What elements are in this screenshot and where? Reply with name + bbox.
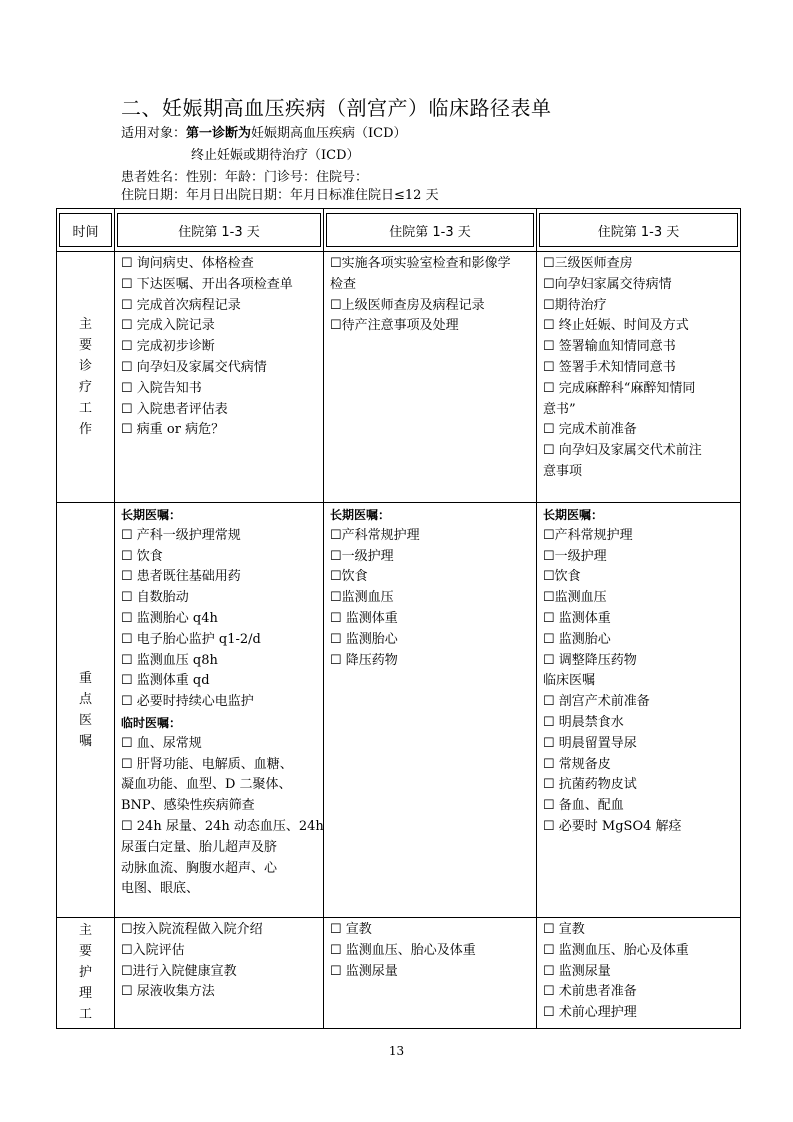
main-diagnosis-row — [57, 252, 741, 503]
nursing-col-2 — [324, 918, 536, 986]
patient-info-line: 患者姓名：性别：年龄：门诊号：住院号： — [121, 170, 369, 185]
checklist-item: 检查 — [330, 276, 357, 292]
checklist-item: ☐ 病重 or 病危？ — [121, 422, 225, 438]
checklist-item: ☐按入院流程做入院介绍 — [121, 922, 263, 937]
checklist-item: 尿蛋白定量、胎儿超声及脐 — [121, 839, 278, 855]
checklist-item: ☐ 完成初步诊断 — [121, 339, 215, 355]
checklist-item: 意事项 — [543, 463, 583, 479]
checklist-item: ☐ 监测体重 — [330, 610, 398, 626]
checklist-item: ☐ 监测体重 qd — [121, 673, 210, 689]
nursing-col-3 — [537, 918, 740, 1028]
row-label-char: 主 — [78, 923, 92, 938]
checklist-item: ☐ 明晨留置导尿 — [543, 735, 637, 751]
row-label-char: 要 — [78, 944, 92, 959]
key-orders-row — [57, 503, 741, 918]
section-heading: 长期医嘱： — [121, 508, 182, 522]
checklist-item: ☐待产注意事项及处理 — [330, 318, 459, 334]
section-heading: 长期医嘱： — [330, 508, 391, 522]
checklist-item: ☐ 明晨禁食水 — [543, 714, 624, 730]
checklist-item: ☐ 患者既往基础用药 — [121, 569, 241, 585]
orders-col-3 — [537, 503, 740, 842]
checklist-item: ☐实施各项实验室检查和影像学 — [330, 256, 511, 271]
checklist-item: ☐饮食 — [543, 569, 581, 585]
checklist-item: ☐ 宣教 — [330, 922, 372, 937]
checklist-item: ☐ 监测胎心 — [330, 631, 398, 647]
row-label-char: 主 — [78, 317, 92, 332]
checklist-item: ☐ 自数胎动 — [121, 590, 189, 606]
checklist-item: BNP、感染性疾病筛查 — [121, 798, 255, 814]
checklist-item: ☐ 询问病史、体格检查 — [121, 256, 254, 271]
checklist-item: ☐ 24h 尿量、24h 动态血压、24h — [121, 818, 324, 834]
section-heading: 临时医嘱： — [121, 715, 182, 730]
checklist-item: ☐ 完成麻醉科“麻醉知情同 — [543, 380, 696, 396]
checklist-item: ☐产科常规护理 — [543, 527, 633, 543]
page-title: 二、妊娠期高血压疾病（剖宫产）临床路径表单 — [121, 96, 552, 120]
row-label-char: 工 — [78, 1007, 92, 1022]
orders-col-1 — [115, 503, 323, 904]
applicable-line-2: 终止妊娠或期待治疗（ICD） — [191, 148, 360, 163]
checklist-item: ☐ 抗菌药物皮试 — [543, 777, 637, 793]
checklist-item: ☐监测血压 — [543, 590, 607, 606]
checklist-item: ☐ 签署输血知情同意书 — [543, 339, 676, 355]
applicable-diagnosis: 妊娠期高血压疾病（ICD） — [251, 126, 407, 141]
row-label-char: 医 — [78, 713, 92, 728]
checklist-item: ☐ 电子胎心监护 q1-2/d — [121, 631, 261, 647]
checklist-item: ☐向孕妇家属交待病情 — [543, 276, 672, 292]
day-header-2: 住院第 1-3 天 — [326, 213, 534, 247]
row-label-char: 点 — [78, 692, 92, 707]
applicable-line — [121, 124, 407, 144]
applicable-label: 适用对象： — [121, 126, 187, 141]
checklist-item: ☐三级医师查房 — [543, 256, 633, 271]
row-label-char: 嘱 — [78, 734, 92, 749]
checklist-item: ☐ 下达医嘱、开出各项检查单 — [121, 276, 293, 292]
clinical-pathway-table — [56, 208, 741, 1029]
checklist-item: ☐ 监测胎心 — [543, 631, 611, 647]
diag-col-2 — [324, 252, 536, 341]
row-label-nursing — [57, 918, 115, 1029]
checklist-item: ☐ 监测尿量 — [330, 963, 398, 979]
time-header: 时间 — [59, 213, 112, 247]
checklist-item: ☐ 备血、配血 — [543, 798, 624, 814]
checklist-item: ☐ 常规备皮 — [543, 756, 611, 772]
page-number: 13 — [388, 1044, 405, 1058]
checklist-item: ☐ 剖宫产术前准备 — [543, 694, 650, 710]
nursing-col-1 — [115, 918, 323, 1007]
checklist-item: ☐ 终止妊娠、时间及方式 — [543, 318, 689, 334]
checklist-item: ☐ 入院告知书 — [121, 380, 202, 396]
checklist-item: ☐进行入院健康宣教 — [121, 963, 237, 979]
checklist-item: ☐ 必要时 MgSO4 解痉 — [543, 818, 682, 834]
checklist-item: ☐入院评估 — [121, 942, 185, 958]
diag-col-1 — [115, 252, 323, 445]
row-label-char: 作 — [78, 422, 92, 437]
section-heading: 临床医嘱 — [543, 673, 596, 689]
checklist-item: ☐ 完成入院记录 — [121, 318, 215, 334]
row-label-key-orders — [57, 503, 115, 918]
row-label-char: 理 — [78, 986, 92, 1001]
checklist-item: ☐ 调整降压药物 — [543, 652, 637, 668]
checklist-item: ☐饮食 — [330, 569, 368, 585]
checklist-item: ☐ 尿液收集方法 — [121, 984, 215, 1000]
checklist-item: ☐ 完成首次病程记录 — [121, 297, 241, 313]
diag-col-3 — [537, 252, 740, 487]
checklist-item: ☐ 饮食 — [121, 548, 163, 564]
row-label-char: 要 — [78, 338, 92, 353]
checklist-item: ☐ 降压药物 — [330, 652, 398, 668]
section-heading: 长期医嘱： — [543, 508, 604, 522]
checklist-item: ☐一级护理 — [330, 548, 394, 564]
checklist-item: ☐ 术前心理护理 — [543, 1005, 637, 1021]
checklist-item: ☐ 产科一级护理常规 — [121, 527, 241, 543]
row-label-char: 疗 — [78, 380, 92, 395]
checklist-item: ☐监测血压 — [330, 590, 394, 606]
day-header-3: 住院第 1-3 天 — [539, 213, 738, 247]
checklist-item: ☐ 完成术前准备 — [543, 422, 637, 438]
checklist-item: ☐上级医师查房及病程记录 — [330, 297, 485, 313]
checklist-item: ☐ 向孕妇及家属交代术前注 — [543, 443, 702, 459]
row-label-char: 工 — [78, 401, 92, 416]
row-label-char: 护 — [78, 965, 92, 980]
checklist-item: ☐ 监测尿量 — [543, 963, 611, 979]
checklist-item: ☐ 血、尿常规 — [121, 735, 202, 751]
row-label-main-work — [57, 252, 115, 503]
checklist-item: ☐产科常规护理 — [330, 527, 420, 543]
checklist-item: ☐ 肝肾功能、电解质、血糖、 — [121, 756, 293, 772]
checklist-item: ☐ 监测体重 — [543, 610, 611, 626]
checklist-item: 动脉血流、胸腹水超声、心 — [121, 860, 278, 876]
row-label-char: 重 — [78, 671, 92, 686]
checklist-item: ☐ 监测血压、胎心及体重 — [330, 942, 476, 958]
checklist-item: ☐ 必要时持续心电监护 — [121, 694, 254, 710]
orders-col-2 — [324, 503, 536, 675]
checklist-item: ☐ 术前患者准备 — [543, 984, 637, 1000]
checklist-item: 电图、眼底、 — [121, 881, 200, 897]
checklist-item: ☐一级护理 — [543, 548, 607, 564]
date-info-line: 住院日期：年月日出院日期：年月日标准住院日≤12 天 — [121, 188, 439, 203]
checklist-item: ☐ 监测血压 q8h — [121, 652, 218, 668]
checklist-item: ☐ 入院患者评估表 — [121, 401, 228, 417]
row-label-char: 诊 — [78, 359, 92, 374]
nursing-row — [57, 918, 741, 1029]
checklist-item: 意书” — [543, 401, 576, 417]
checklist-item: ☐ 监测胎心 q4h — [121, 610, 218, 626]
checklist-item: ☐ 向孕妇及家属交代病情 — [121, 359, 267, 375]
checklist-item: ☐ 签署手术知情同意书 — [543, 359, 676, 375]
first-diagnosis-label: 第一诊断为 — [186, 126, 252, 141]
checklist-item: ☐期待治疗 — [543, 297, 607, 313]
day-header-1: 住院第 1-3 天 — [117, 213, 321, 247]
checklist-item: ☐ 监测血压、胎心及体重 — [543, 942, 689, 958]
checklist-item: ☐ 宣教 — [543, 922, 585, 937]
header-row — [57, 209, 741, 252]
checklist-item: 凝血功能、血型、D 二聚体、 — [121, 777, 292, 793]
